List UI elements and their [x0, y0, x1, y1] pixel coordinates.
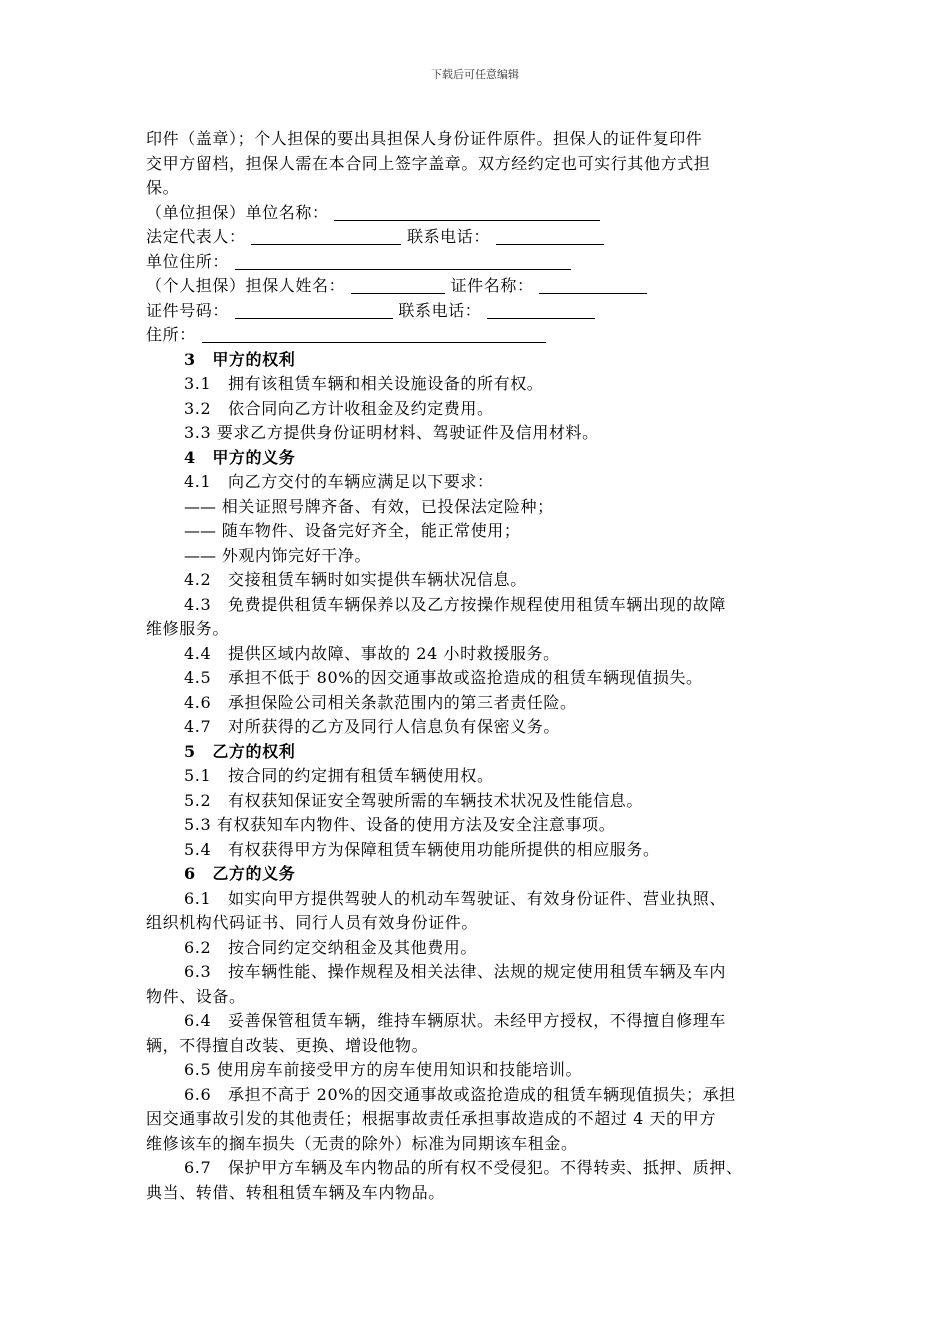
clause-item: 5.3 有权获知车内物件、设备的使用方法及安全注意事项。 [184, 815, 616, 834]
unit-address-field[interactable] [235, 253, 571, 270]
clause-text: 提供区域内故障、事故的 24 小时救援服务。 [228, 643, 560, 663]
clause-item [146, 593, 816, 618]
cert-no-field[interactable] [235, 302, 393, 319]
clause-text: 按车辆性能、操作规程及相关法律、法规的规定使用租赁车辆及车内 [228, 962, 727, 981]
person-phone-label: 联系电话： [398, 300, 482, 320]
clause-text: 保护甲方车辆及车内物品的所有权不受侵犯。不得转卖、抵押、质押、 [228, 1158, 743, 1177]
legal-rep-row [146, 225, 816, 250]
clause-number: 3.1 [184, 374, 212, 393]
dash-mark: —— [184, 545, 216, 565]
clause-text: 如实向甲方提供驾驶人的机动车驾驶证、有效身份证件、营业执照、 [228, 888, 727, 908]
address-label: 住所： [146, 325, 196, 344]
clause-number: 4.4 [184, 643, 212, 663]
clause-text: 拥有该租赁车辆和相关设施设备的所有权。 [228, 374, 544, 393]
dash-item [146, 544, 816, 569]
legal-rep-field[interactable] [251, 228, 401, 245]
clause-number: 5.4 [184, 839, 212, 859]
clause-number: 4.5 [184, 668, 212, 687]
section-title: 6 乙方的义务 [184, 864, 296, 883]
contract-page [146, 127, 816, 1205]
section-title: 3 甲方的权利 [184, 349, 296, 369]
unit-phone-label: 联系电话： [406, 227, 490, 246]
clause-text: 按合同约定交纳租金及其他费用。 [228, 937, 478, 957]
clause-text: 按合同的约定拥有租赁车辆使用权。 [228, 766, 494, 785]
clause-number: 4.3 [184, 594, 212, 614]
dash-text: 随车物件、设备完好齐全，能正常使用； [221, 521, 521, 540]
unit-phone-field[interactable] [496, 228, 604, 245]
clause-continuation: 维修服务。 [146, 619, 230, 638]
clause-item [146, 691, 816, 716]
clause-text: 免费提供租赁车辆保养以及乙方按操作规程使用租赁车辆出现的故障 [228, 594, 727, 614]
clause-text: 依合同向乙方计收租金及约定费用。 [228, 398, 494, 418]
clause-number: 4.6 [184, 692, 212, 712]
clause-number: 3.2 [184, 398, 212, 418]
legal-rep-label: 法定代表人： [146, 227, 246, 246]
clause-text: 有权获知保证安全驾驶所需的车辆技术状况及性能信息。 [228, 790, 644, 810]
clause-item [146, 887, 816, 912]
dash-item [146, 495, 816, 520]
cert-name-field[interactable] [539, 277, 647, 294]
cert-no-label: 证件号码： [146, 300, 230, 320]
clause-item: 6.5 使用房车前接受甲方的房车使用知识和技能培训。 [184, 1060, 583, 1079]
clause-number: 4.2 [184, 570, 212, 589]
guarantee-text-line: 印件（盖章）；个人担保的要出具担保人身份证件原件。担保人的证件复印件 [146, 129, 703, 148]
clause-number: 6.7 [184, 1158, 212, 1177]
clause-item [146, 642, 816, 667]
clause-number: 6.3 [184, 962, 212, 981]
dash-text: 相关证照号牌齐备、有效，已投保法定险种； [221, 496, 554, 516]
clause-item [146, 1156, 816, 1181]
dash-text: 外观内饰完好干净。 [221, 545, 372, 565]
clause-continuation: 辆，不得擅自改装、更换、增设他物。 [146, 1035, 429, 1055]
cert-name-label: 证件名称： [450, 276, 534, 295]
dash-mark: —— [184, 496, 216, 516]
unit-name-field[interactable] [334, 204, 600, 221]
cert-no-row [146, 299, 816, 324]
clause-number: 6.6 [184, 1084, 212, 1104]
clause-continuation: 物件、设备。 [146, 986, 246, 1006]
clause-item [146, 568, 816, 593]
unit-name-row [146, 201, 816, 226]
clause-text: 交接租赁车辆时如实提供车辆状况信息。 [228, 570, 527, 589]
clause-text: 承担不低于 80%的因交通事故或盗抢造成的租赁车辆现值损失。 [228, 668, 703, 687]
clause-number: 6.1 [184, 888, 212, 908]
dash-mark: —— [184, 521, 216, 540]
unit-address-label: 单位住所： [146, 251, 230, 271]
clause-continuation: 维修该车的搁车损失（无责的除外）标准为同期该车租金。 [146, 1133, 578, 1153]
unit-name-label: （单位担保）单位名称： [146, 202, 329, 222]
clause-number: 6.2 [184, 937, 212, 957]
clause-item [146, 960, 816, 985]
clause-text: 妥善保管租赁车辆，维持车辆原状。未经甲方授权，不得擅自修理车 [228, 1011, 727, 1030]
clause-number: 6.4 [184, 1011, 212, 1030]
clause-number: 4.1 [184, 472, 212, 491]
address-field[interactable] [202, 326, 546, 343]
clause-text: 承担保险公司相关条款范围内的第三者责任险。 [228, 692, 577, 712]
guarantee-text-line: 交甲方留档，担保人需在本合同上签字盖章。双方经约定也可实行其他方式担 [146, 153, 711, 173]
dash-item [146, 519, 816, 544]
clause-text: 对所获得的乙方及同行人信息负有保密义务。 [228, 717, 561, 736]
guarantee-text-line: 保。 [146, 178, 180, 197]
clause-text: 有权获得甲方为保障租赁车辆使用功能所提供的相应服务。 [228, 839, 660, 859]
clause-continuation: 组织机构代码证书、同行人员有效身份证件。 [146, 913, 479, 932]
clause-item [146, 1009, 816, 1034]
clause-number: 5.1 [184, 766, 212, 785]
clause-number: 4.7 [184, 717, 212, 736]
clause-item [146, 470, 816, 495]
clause-item [146, 1083, 816, 1108]
clause-item [146, 789, 816, 814]
page-header-note: 下载后可任意编辑 [431, 68, 519, 81]
clause-item: 3.3 要求乙方提供身份证明材料、驾驶证件及信用材料。 [184, 423, 599, 442]
section-title: 5 乙方的权利 [184, 741, 296, 761]
section-title: 4 甲方的义务 [184, 447, 296, 467]
unit-address-row [146, 250, 816, 275]
clause-item [146, 764, 816, 789]
person-name-row [146, 274, 816, 299]
clause-item [146, 838, 816, 863]
person-name-field[interactable] [351, 277, 445, 294]
person-name-label: （个人担保）担保人姓名： [146, 276, 346, 295]
person-phone-field[interactable] [487, 302, 595, 319]
clause-item [146, 936, 816, 961]
clause-continuation: 因交通事故引发的其他责任；根据事故责任承担事故造成的不超过 4 天的甲方 [146, 1109, 716, 1128]
clause-item [146, 372, 816, 397]
clause-number: 5.2 [184, 790, 212, 810]
clause-text: 向乙方交付的车辆应满足以下要求： [228, 472, 494, 491]
clause-item [146, 397, 816, 422]
clause-item [146, 715, 816, 740]
address-row [146, 323, 816, 348]
clause-continuation: 典当、转借、转租租赁车辆及车内物品。 [146, 1182, 445, 1202]
clause-text: 承担不高于 20%的因交通事故或盗抢造成的租赁车辆现值损失；承担 [228, 1084, 736, 1104]
clause-item [146, 666, 816, 691]
